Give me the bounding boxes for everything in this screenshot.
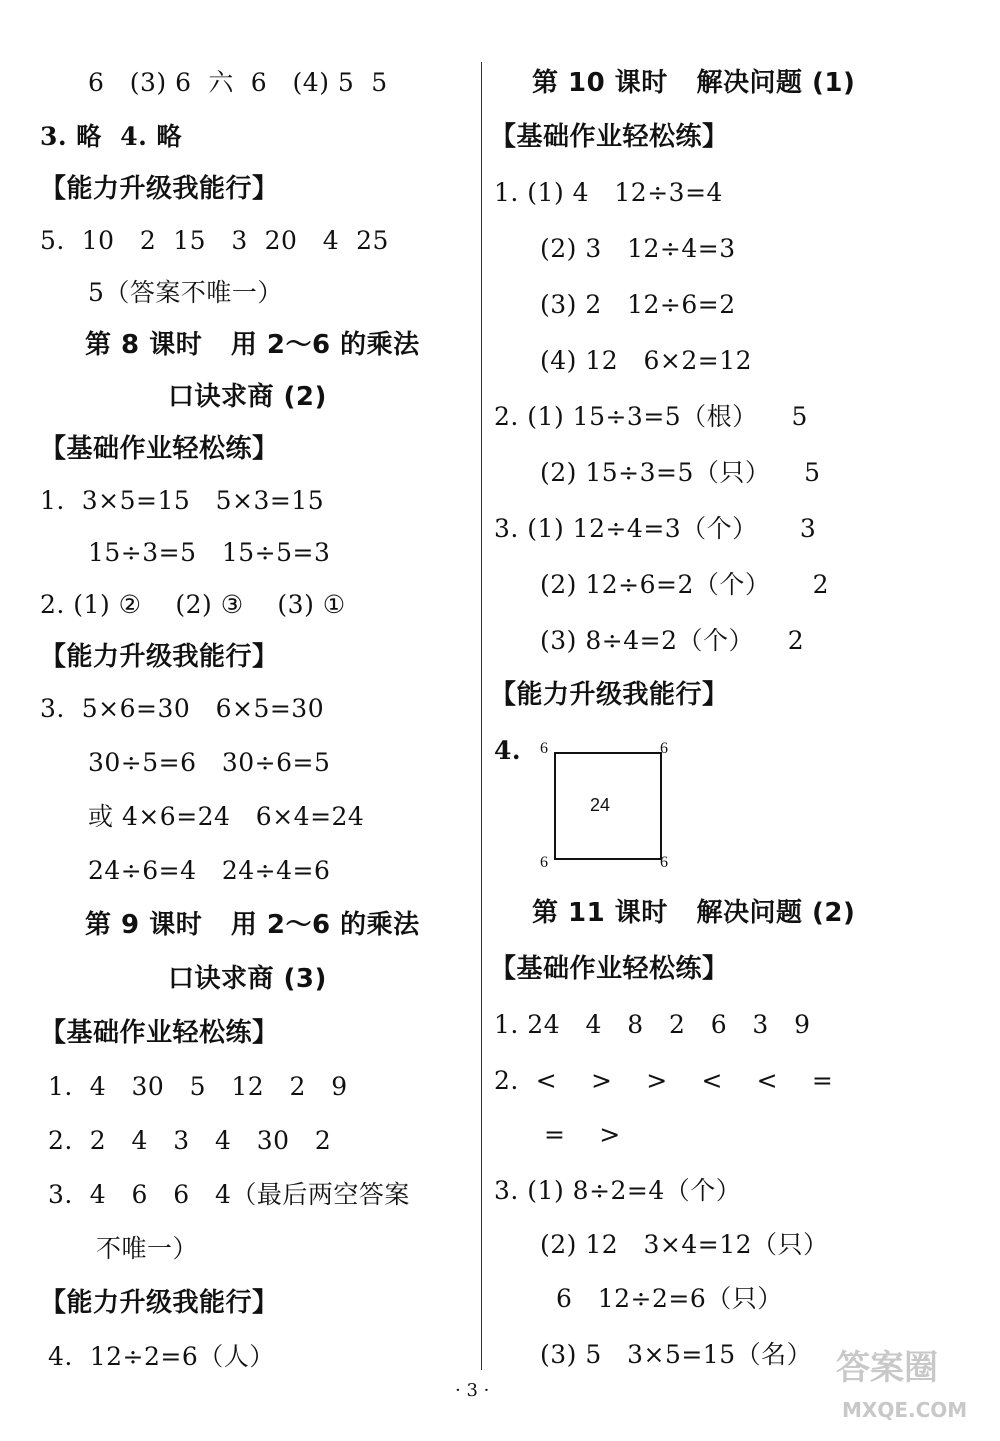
left-heading: 第 8 课时 用 2～6 的乘法 — [85, 330, 420, 360]
right-answer-line: 6 12÷2=6（只） — [556, 1284, 783, 1313]
right-answer-line: (2) 3 12÷4=3 — [540, 234, 736, 263]
right-heading: 【基础作业轻松练】 — [490, 954, 729, 984]
right-heading: 第 11 课时 解决问题 (2) — [532, 898, 856, 928]
right-answer-line: (3) 8÷4=2（个） 2 — [540, 626, 805, 655]
left-answer-line: 4. 12÷2=6（人） — [48, 1342, 275, 1371]
left-answer-line: 1. 3×5=15 5×3=15 — [40, 486, 325, 515]
right-heading: 【能力升级我能行】 — [490, 680, 729, 710]
watermark-logo: 答案圈 — [836, 1348, 938, 1388]
left-answer-line: 2. (1) ② (2) ③ (3) ① — [40, 590, 346, 619]
left-answer-line: 或 4×6=24 6×4=24 — [88, 802, 365, 831]
corner-label-top-left: 6 — [540, 740, 548, 757]
right-answer-line: 1. 24 4 8 2 6 3 9 — [494, 1010, 811, 1039]
left-answer-line: 6 (3) 6 六 6 (4) 5 5 — [88, 68, 388, 97]
right-heading: 【基础作业轻松练】 — [490, 122, 729, 152]
square-center-value: 24 — [590, 795, 611, 815]
left-heading: 口诀求商 (3) — [168, 964, 327, 994]
right-heading: 第 10 课时 解决问题 (1) — [532, 68, 856, 98]
right-answer-line: = > — [544, 1120, 621, 1149]
right-answer-line: 3. (1) 12÷4=3（个） 3 — [494, 514, 817, 543]
right-answer-line: (4) 12 6×2=12 — [540, 346, 753, 375]
right-answer-line: 4. — [494, 736, 522, 765]
left-heading: 【能力升级我能行】 — [40, 642, 279, 672]
right-answer-line: (2) 12 3×4=12（只） — [540, 1230, 829, 1259]
left-answer-line: 不唯一） — [96, 1234, 199, 1263]
left-answer-line: 3. 5×6=30 6×5=30 — [40, 694, 325, 723]
page-number: · 3 · — [455, 1380, 490, 1401]
right-answer-line: 2. < > > < < = — [494, 1066, 834, 1095]
left-answer-line: 15÷3=5 15÷5=3 — [88, 538, 331, 567]
right-answer-line: 3. (1) 8÷2=4（个） — [494, 1176, 742, 1205]
left-heading: 【能力升级我能行】 — [40, 174, 279, 204]
watermark-url: MXQE.COM — [842, 1398, 968, 1422]
right-answer-line: (3) 2 12÷6=2 — [540, 290, 736, 319]
corner-label-top-right: 6 — [660, 740, 668, 757]
left-answer-line: 5. 10 2 15 3 20 4 25 — [40, 226, 389, 255]
right-answer-line: (2) 15÷3=5（只） 5 — [540, 458, 821, 487]
left-heading: 第 9 课时 用 2～6 的乘法 — [85, 910, 420, 940]
left-answer-line: 5（答案不唯一） — [88, 278, 283, 307]
left-heading: 【基础作业轻松练】 — [40, 1018, 279, 1048]
left-heading: 【基础作业轻松练】 — [40, 434, 279, 464]
corner-label-bottom-left: 6 — [540, 854, 548, 871]
column-divider — [481, 62, 482, 1370]
left-answer-line: 30÷5=6 30÷6=5 — [88, 748, 331, 777]
left-heading: 口诀求商 (2) — [168, 382, 327, 412]
left-answer-line: 3. 4 6 6 4（最后两空答案 — [48, 1180, 410, 1209]
left-answer-line: 2. 2 4 3 4 30 2 — [48, 1126, 332, 1155]
left-answer-line: 3. 略 4. 略 — [40, 122, 183, 151]
right-answer-line: (3) 5 3×5=15（名） — [540, 1340, 813, 1369]
corner-label-bottom-right: 6 — [660, 854, 668, 871]
left-answer-line: 24÷6=4 24÷4=6 — [88, 856, 331, 885]
left-answer-line: 1. 4 30 5 12 2 9 — [48, 1072, 348, 1101]
right-answer-line: 1. (1) 4 12÷3=4 — [494, 178, 723, 207]
left-heading: 【能力升级我能行】 — [40, 1288, 279, 1318]
right-answer-line: (2) 12÷6=2（个） 2 — [540, 570, 830, 599]
right-answer-line: 2. (1) 15÷3=5（根） 5 — [494, 402, 808, 431]
